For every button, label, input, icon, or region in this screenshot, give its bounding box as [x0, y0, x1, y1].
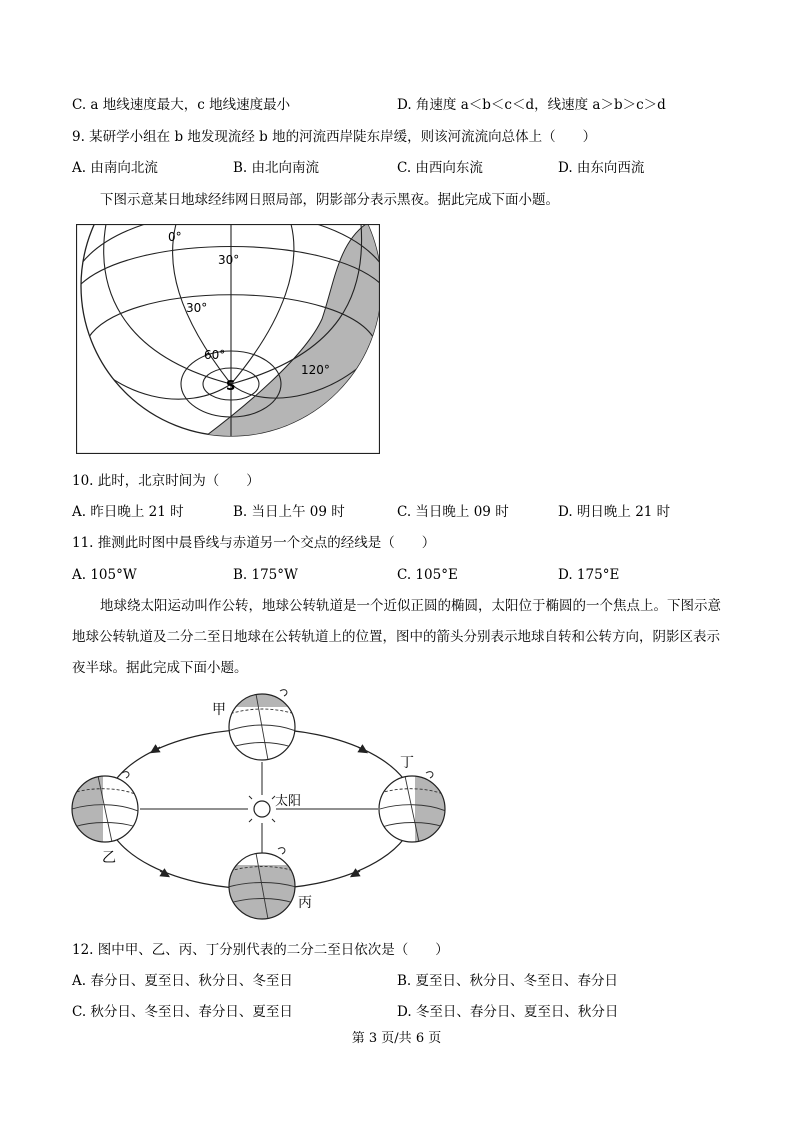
- q12-option-a: A. 春分日、夏至日、秋分日、冬至日: [72, 973, 293, 989]
- page-footer: 第 3 页/共 6 页: [351, 1031, 442, 1046]
- q11-stem: 11. 推测此时图中晨昏线与赤道另一个交点的经线是（ ）: [72, 535, 436, 551]
- q12-stem: 12. 图中甲、乙、丙、丁分别代表的二分二至日依次是（ ）: [72, 942, 449, 958]
- q9-option-d: D. 由东向西流: [558, 160, 645, 176]
- label-bing: 丙: [298, 895, 312, 911]
- q11-option-c: C. 105°E: [397, 567, 458, 583]
- label-lat30s: 30°: [186, 301, 208, 315]
- label-lon120: 120°: [301, 363, 330, 377]
- label-ding: 丁: [400, 755, 414, 771]
- graticule-figure: [76, 224, 380, 454]
- q8-option-c: C. a 地线速度最大，c 地线速度最小: [72, 97, 291, 113]
- earth-ding: [379, 770, 460, 850]
- q12-option-c: C. 秋分日、冬至日、春分日、夏至日: [72, 1004, 293, 1020]
- label-yi: 乙: [102, 850, 116, 866]
- label-sun: 太阳: [275, 794, 302, 809]
- label-lat60: 60°: [204, 348, 226, 362]
- q12-option-b: B. 夏至日、秋分日、冬至日、春分日: [397, 973, 619, 989]
- q9-option-b: B. 由北向南流: [233, 160, 320, 176]
- earth-yi: [65, 770, 138, 850]
- q8-option-d: D. 角速度 a＜b＜c＜d，线速度 a＞b＞c＞d: [397, 97, 666, 113]
- q10-option-a: A. 昨日晚上 21 时: [72, 504, 184, 520]
- label-pole: S: [226, 379, 236, 394]
- orbit-figure: [60, 685, 460, 925]
- label-lat30n: 30°: [218, 253, 240, 267]
- q10-stem: 10. 此时，北京时间为（ ）: [72, 473, 260, 489]
- label-lon0: 0°: [168, 230, 182, 244]
- label-jia: 甲: [212, 702, 226, 718]
- q10-option-d: D. 明日晚上 21 时: [558, 504, 671, 520]
- intro-figure-1: 下图示意某日地球经纬网日照局部，阴影部分表示黑夜。据此完成下面小题。: [100, 192, 559, 208]
- q11-option-b: B. 175°W: [233, 567, 298, 583]
- intro-figure-2: 地球绕太阳运动叫作公转，地球公转轨道是一个近似正圆的椭圆，太阳位于椭圆的一个焦点上。下图示意地球公转轨道及二分二至日地球在公转轨道上的位置，图中的箭头分别表示地球自转和公转方向，阴影区表示夜半球。据此完成下面小题。: [72, 598, 721, 676]
- q12-option-d: D. 冬至日、春分日、夏至日、秋分日: [397, 1004, 619, 1020]
- q9-option-a: A. 由南向北流: [72, 160, 158, 176]
- earth-jia: [220, 689, 310, 760]
- q11-option-a: A. 105°W: [72, 567, 137, 583]
- q10-option-c: C. 当日晚上 09 时: [397, 504, 509, 520]
- q9-stem: 9. 某研学小组在 b 地发现流经 b 地的河流西岸陡东岸缓，则该河流流向总体上（ ）: [72, 129, 597, 145]
- q11-option-d: D. 175°E: [558, 567, 620, 583]
- q9-option-c: C. 由西向东流: [397, 160, 483, 176]
- q10-option-b: B. 当日上午 09 时: [233, 504, 345, 520]
